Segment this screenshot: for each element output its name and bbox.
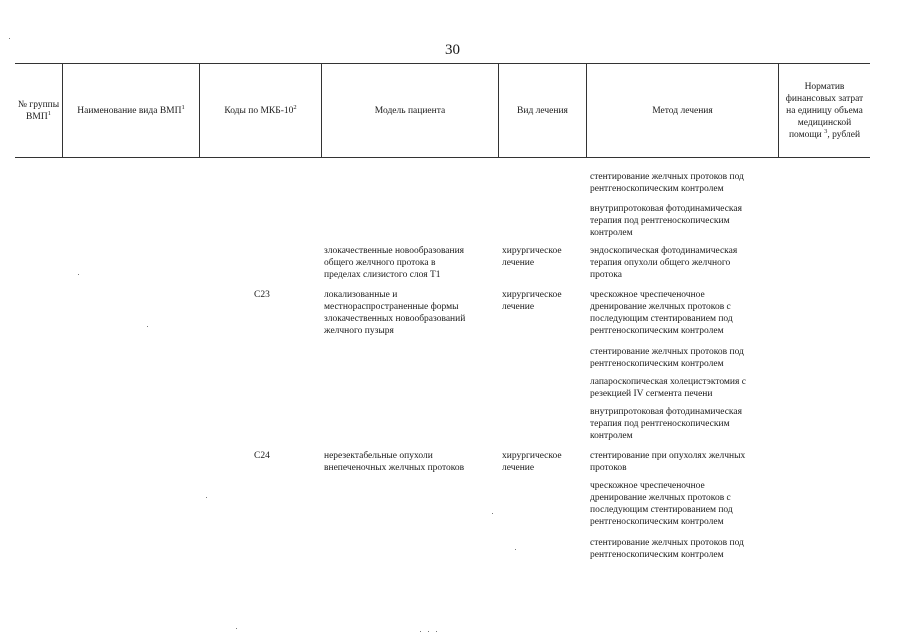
header-group-number: № группы ВМП$^1$	[17, 99, 60, 122]
scan-speck	[9, 38, 10, 39]
scan-speck	[236, 628, 237, 629]
treatment-method-cell: стентирование при опухолях желчных протоков	[590, 451, 746, 473]
scan-speck	[436, 631, 437, 632]
icd-code-cell: C23	[254, 290, 270, 300]
treatment-method-cell: чрескожное чреспеченочное дренирование желчных протоков с последующим стентированием под рентгеноскопическим контролем	[590, 290, 733, 336]
scan-speck	[147, 326, 148, 327]
treatment-method-cell: стентирование желчных протоков под рентгеноскопическим контролем	[590, 538, 744, 560]
scan-speck	[78, 274, 79, 275]
treatment-method-cell: стентирование желчных протоков под рентгеноскопическим контролем	[590, 347, 744, 369]
treatment-type-cell: хирургическое лечение	[502, 246, 562, 268]
treatment-method-cell: чрескожное чреспеченочное дренирование желчных протоков с последующим стентированием под рентгеноскопическим контролем	[590, 481, 733, 527]
patient-model-cell: локализованные и местнораспространенные формы злокачественных новообразований желчного пузыря	[324, 290, 466, 336]
scan-speck	[492, 513, 493, 514]
header-patient-model: Модель пациента	[374, 105, 446, 116]
header-cost-standard: Норматив финансовых затрат на единицу объема медицинской помощи $^3$, рублей	[785, 81, 864, 140]
scan-speck	[420, 631, 421, 632]
scan-speck	[428, 631, 429, 632]
patient-model-cell: нерезектабельные опухоли внепеченочных желчных протоков	[324, 451, 465, 473]
scan-speck	[206, 497, 207, 498]
scan-speck	[515, 549, 516, 550]
header-treatment-type: Вид лечения	[517, 105, 568, 116]
patient-model-cell: злокачественные новообразования общего желчного протока в пределах слизистого слоя T1	[324, 246, 465, 280]
header-treatment-method: Метод лечения	[652, 105, 713, 116]
table-header-bottom-rule	[15, 157, 870, 158]
treatment-method-cell: эндоскопическая фотодинамическая терапия опухоли общего желчного протока	[590, 246, 738, 280]
treatment-method-cell: стентирование желчных протоков под рентгеноскопическим контролем	[590, 172, 744, 194]
header-vmp-name: Наименование вида ВМП$^1$	[77, 103, 185, 116]
treatment-method-cell: внутрипротоковая фотодинамическая терапия под рентгеноскопическим контролем	[590, 407, 742, 441]
treatment-method-cell: внутрипротоковая фотодинамическая терапия под рентгеноскопическим контролем	[590, 204, 742, 238]
treatment-type-cell: хирургическое лечение	[502, 451, 562, 473]
page-number: 30	[445, 42, 460, 58]
icd-code-cell: C24	[254, 451, 270, 461]
header-icd-codes: Коды по МКБ-$10^2$	[224, 103, 297, 116]
treatment-method-cell: лапароскопическая холецистэктомия с резекцией IV сегмента печени	[590, 377, 746, 399]
treatment-type-cell: хирургическое лечение	[502, 290, 562, 312]
